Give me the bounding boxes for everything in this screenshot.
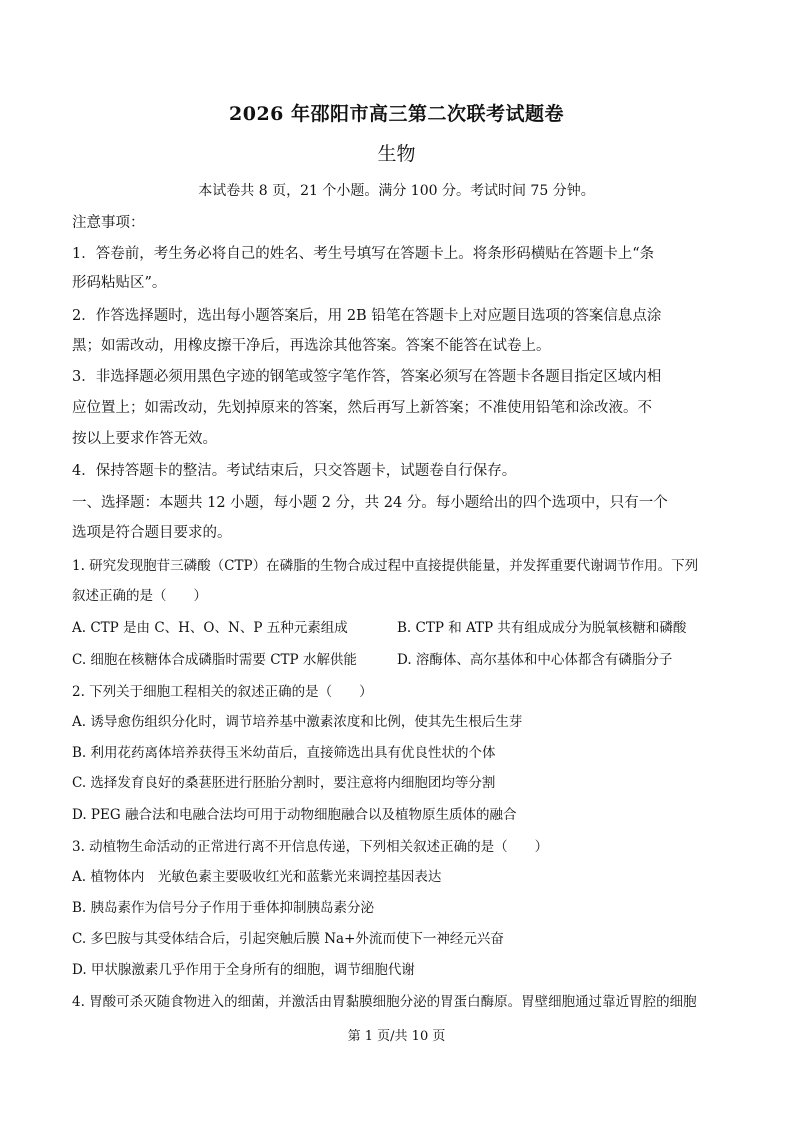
question-1-option-d: D. 溶酶体、高尔基体和中心体都含有磷脂分子: [397, 652, 673, 668]
question-3-option-c: C. 多巴胺与其受体结合后，引起突触后膜 Na+外流而使下一神经元兴奋: [72, 931, 504, 947]
question-2-option-b: B. 利用花药离体培养获得玉米幼苗后，直接筛选出具有优良性状的个体: [72, 745, 496, 761]
question-2-stem: 2. 下列关于细胞工程相关的叙述正确的是（ ）: [72, 684, 373, 700]
question-2-option-d: D. PEG 融合法和电融合法均可用于动物细胞融合以及植物原生质体的融合: [72, 807, 517, 823]
notice-line: 3．非选择题必须用黑色字迹的钢笔或签字笔作答，答案必须写在答题卡各题目指定区域内相: [72, 369, 662, 385]
question-2-option-c: C. 选择发育良好的桑葚胚进行胚胎分割时，要注意将内细胞团均等分割: [72, 775, 496, 791]
section-heading: 一、选择题：本题共 12 小题，每小题 2 分，共 24 分。每小题给出的四个选项中，只有一个: [72, 495, 668, 511]
question-1-stem-cont: 叙述正确的是（ ）: [72, 588, 207, 604]
question-4-stem: 4. 胃酸可杀灭随食物进入的细菌，并激活由胃黏膜细胞分泌的胃蛋白酶原。胃壁细胞通过靠近胃腔的细胞: [72, 994, 697, 1010]
notice-line: 2．作答选择题时，选出每小题答案后，用 2B 铅笔在答题卡上对应题目选项的答案信息点涂: [72, 308, 662, 324]
question-2-option-a: A. 诱导愈伤组织分化时，调节培养基中激素浓度和比例，使其先生根后生芽: [72, 714, 523, 730]
notice-heading: 注意事项：: [72, 215, 145, 231]
question-3-option-d: D. 甲状腺激素几乎作用于全身所有的细胞，调节细胞代谢: [72, 962, 415, 978]
subject-title: 生物: [377, 143, 416, 165]
question-3-option-b: B. 胰岛素作为信号分子作用于垂体抑制胰岛素分泌: [72, 900, 375, 916]
exam-info: 本试卷共 8 页，21 个小题。满分 100 分。考试时间 75 分钟。: [198, 183, 595, 199]
notice-line: 4．保持答题卡的整洁。考试结束后，只交答题卡，试题卷自行保存。: [72, 463, 517, 479]
notice-line: 应位置上；如需改动，先划掉原来的答案，然后再写上新答案；不准使用铅笔和涂改液。不: [72, 400, 652, 416]
notice-line: 1．答卷前，考生务必将自己的姓名、考生号填写在答题卡上。将条形码横贴在答题卡上“条: [72, 246, 655, 262]
exam-title: 2026 年邵阳市高三第二次联考试题卷: [229, 103, 564, 125]
notice-line: 按以上要求作答无效。: [72, 431, 217, 447]
question-1-stem: 1. 研究发现胞苷三磷酸（CTP）在磷脂的生物合成过程中直接提供能量，并发挥重要代谢调节作用。下列: [72, 558, 699, 574]
notice-line: 黑；如需改动，用橡皮擦干净后，再选涂其他答案。答案不能答在试卷上。: [72, 338, 551, 354]
question-1-option-a: A. CTP 是由 C、H、O、N、P 五种元素组成: [72, 620, 348, 636]
question-3-stem: 3. 动植物生命活动的正常进行离不开信息传递，下列相关叙述正确的是（ ）: [72, 839, 549, 855]
notice-line: 形码粘贴区”。: [72, 275, 167, 291]
question-1-option-b: B. CTP 和 ATP 共有组成成分为脱氧核糖和磷酸: [397, 620, 687, 636]
section-heading-cont: 选项是符合题目要求的。: [72, 525, 232, 541]
page-footer: 第 1 页/共 10 页: [347, 1029, 446, 1044]
question-1-option-c: C. 细胞在核糖体合成磷脂时需要 CTP 水解供能: [72, 652, 357, 668]
question-3-option-a: A. 植物体内 光敏色素主要吸收红光和蓝紫光来调控基因表达: [72, 869, 442, 885]
